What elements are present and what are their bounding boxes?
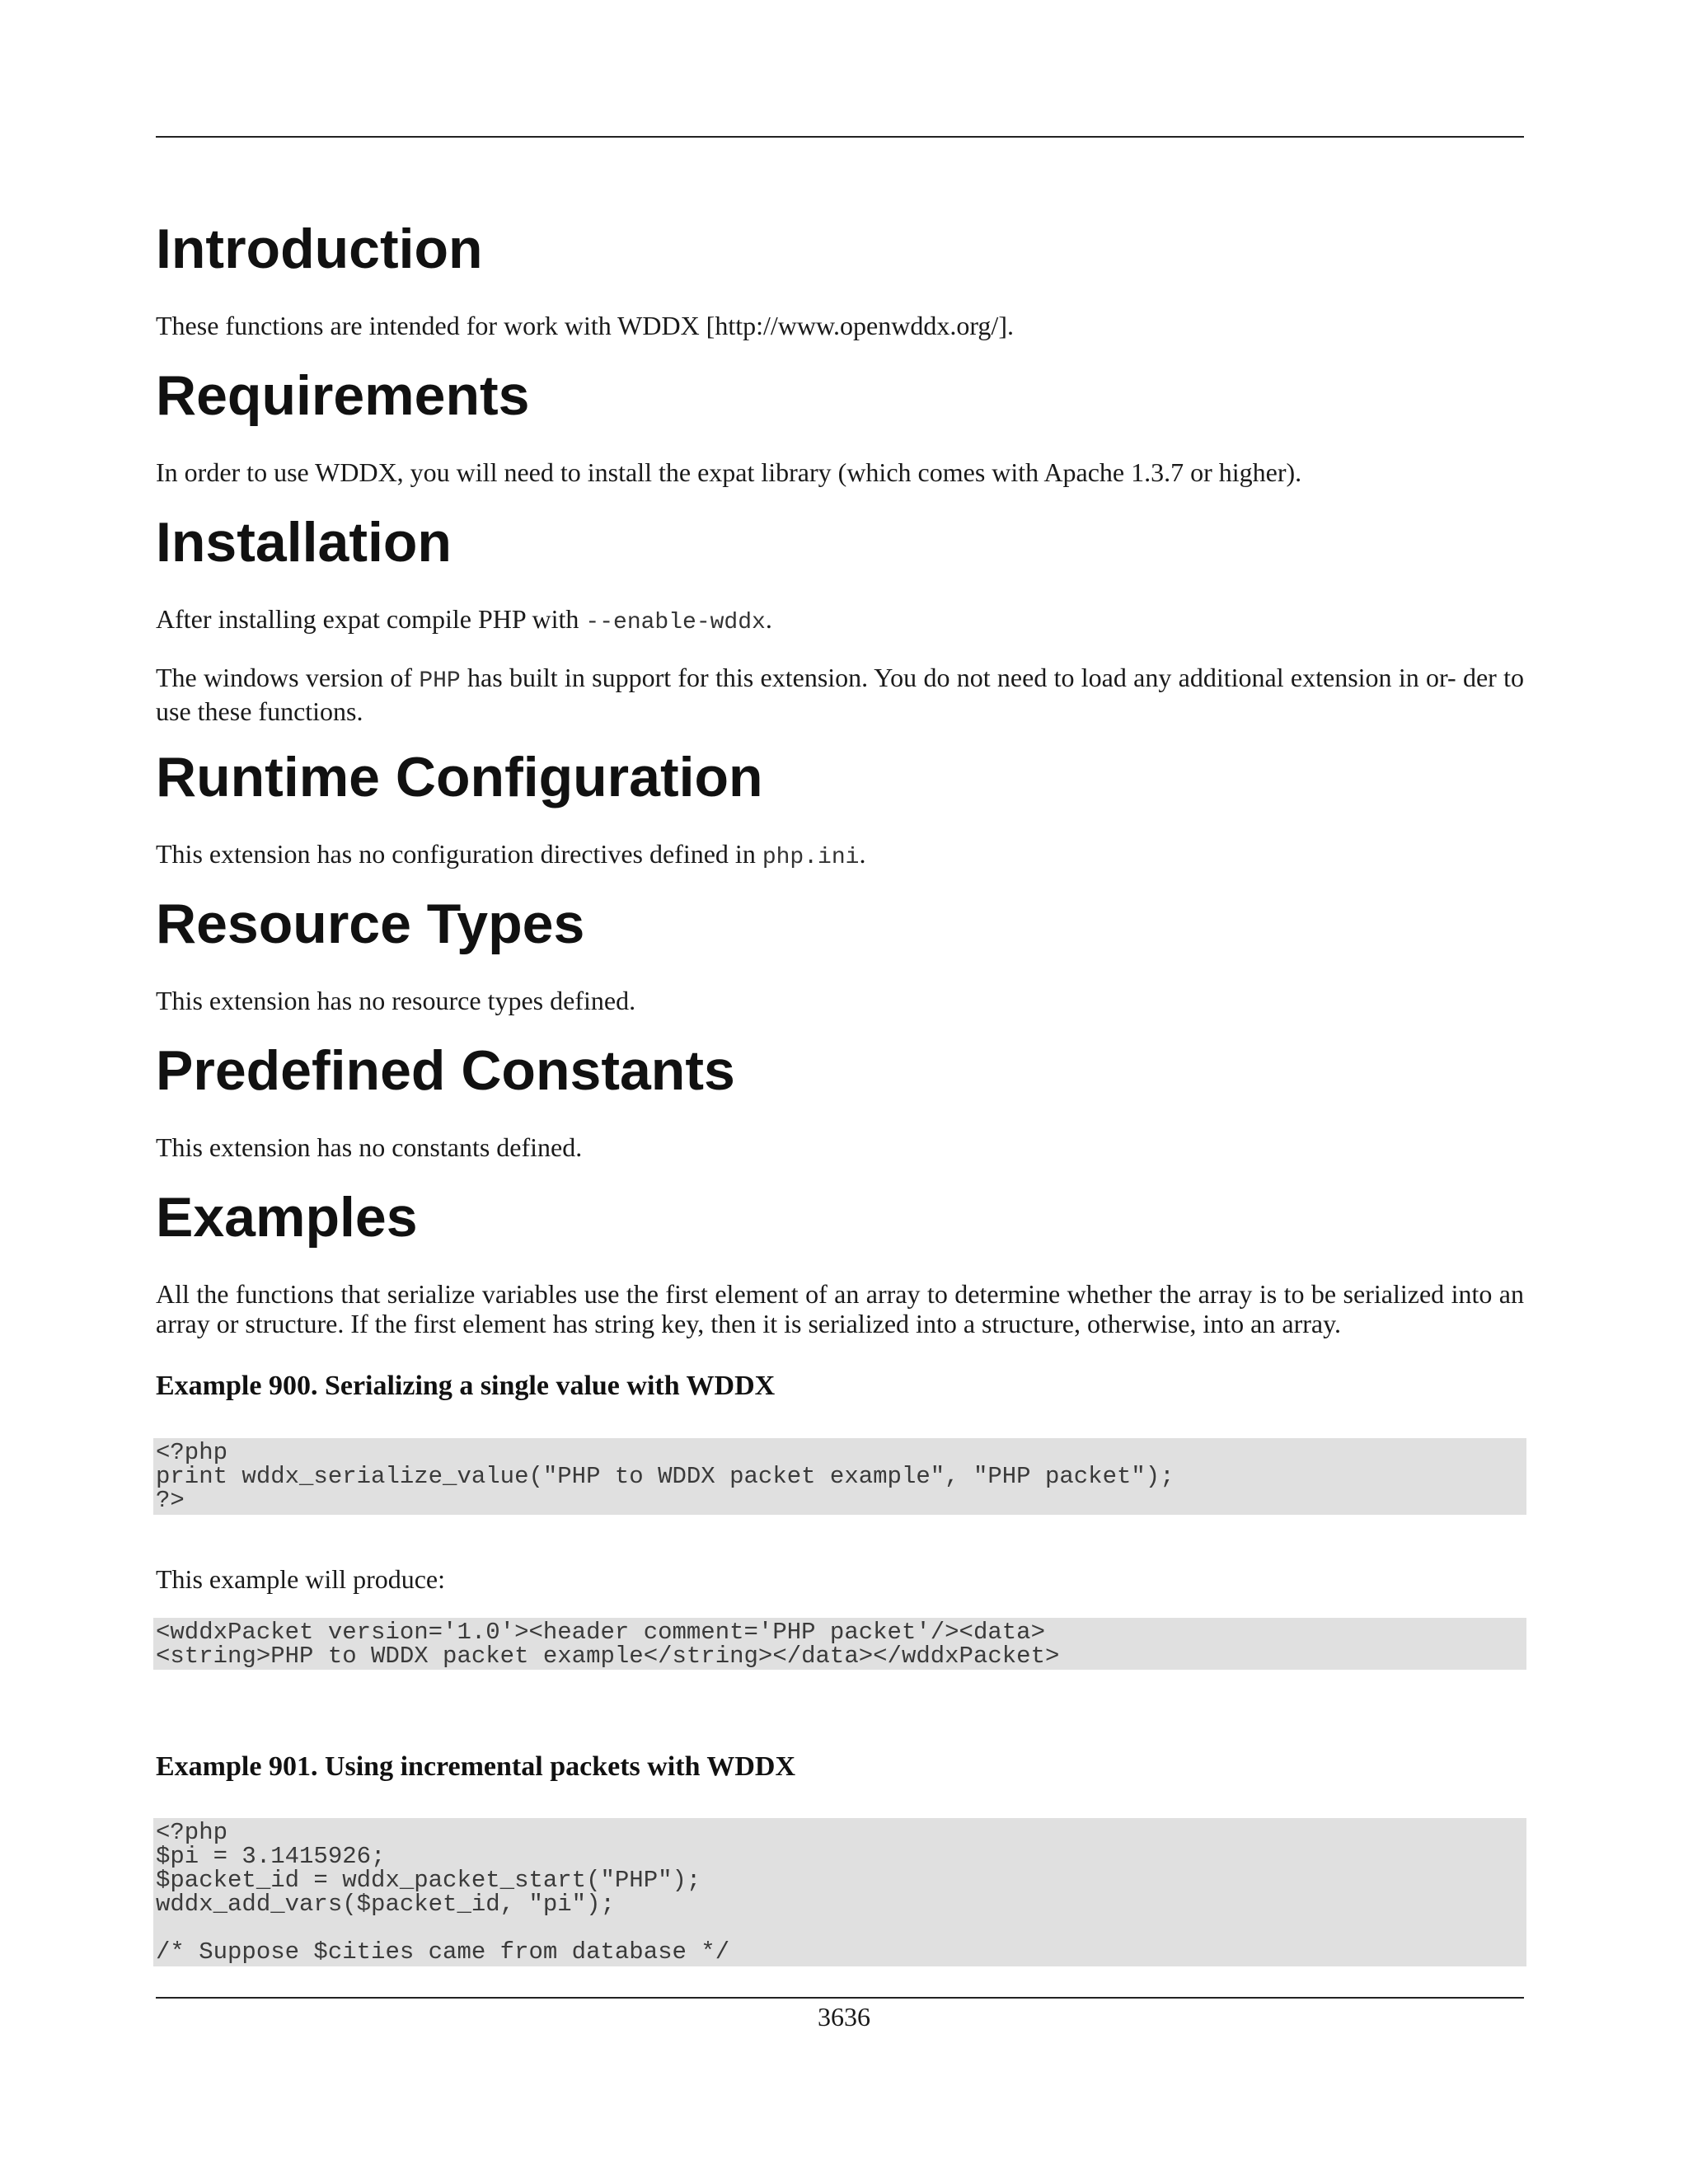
code-line: <?php xyxy=(156,1439,228,1466)
code-line: print wddx_serialize_value("PHP to WDDX packet example", "PHP packet"); xyxy=(156,1463,1175,1490)
example-900-produces-text: This example will produce: xyxy=(156,1564,446,1594)
heading-examples: Examples xyxy=(156,1186,418,1249)
configure-option-code: --enable-wddx xyxy=(585,610,766,635)
resource-types-text: This extension has no resource types defined. xyxy=(156,986,636,1015)
example-900-output-block xyxy=(153,1618,1526,1670)
requirements-text: In order to use WDDX, you will need to install the expat library (which comes with Apache 1.3.7 or higher). xyxy=(156,457,1302,487)
code-line: wddx_add_vars($packet_id, "pi"); xyxy=(156,1891,615,1918)
heading-predefined-constants: Predefined Constants xyxy=(156,1039,735,1102)
installation-text-2 xyxy=(156,663,1524,726)
code-line: ?> xyxy=(156,1487,185,1514)
output-line: <wddxPacket version='1.0'><header comment='PHP packet'/><data> xyxy=(156,1619,1045,1646)
heading-requirements: Requirements xyxy=(156,364,530,427)
example-900-title: Example 900. Serializing a single value with WDDX xyxy=(156,1371,776,1401)
example-900-code-block xyxy=(153,1438,1526,1515)
php-ini-code: php.ini xyxy=(762,845,860,870)
output-line: <string>PHP to WDDX packet example</string></data></wddxPacket> xyxy=(156,1643,1060,1670)
footer-rule xyxy=(156,1997,1524,1999)
runtime-configuration-text-after: . xyxy=(859,839,866,869)
code-line: /* Suppose $cities came from database */ xyxy=(156,1938,730,1966)
installation-text-1-before: After installing expat compile PHP with xyxy=(156,604,586,634)
code-line xyxy=(156,1916,1524,1940)
heading-resource-types: Resource Types xyxy=(156,893,585,955)
heading-runtime-configuration: Runtime Configuration xyxy=(156,746,763,808)
introduction-text: These functions are intended for work with WDDX [http://www.openwddx.org/]. xyxy=(156,311,1014,340)
code-line: <?php xyxy=(156,1819,228,1846)
example-901-title: Example 901. Using incremental packets with WDDX xyxy=(156,1751,796,1782)
runtime-configuration-text-before: This extension has no configuration directives defined in xyxy=(156,839,762,869)
installation-text-2-before: The windows version of xyxy=(156,663,420,692)
examples-text: All the functions that serialize variables use the first element of an array to determine whether the array is to be serialized into an array or structure. If the first element has string key, then it is serialized into a structure, otherwise, into an array. xyxy=(156,1279,1524,1338)
runtime-configuration-text xyxy=(156,839,1524,873)
header-rule xyxy=(156,136,1524,138)
heading-introduction: Introduction xyxy=(156,218,483,280)
code-line: $packet_id = wddx_packet_start("PHP"); xyxy=(156,1867,701,1894)
php-code: PHP xyxy=(419,668,461,694)
code-line: $pi = 3.1415926; xyxy=(156,1843,386,1870)
page-number: 3636 xyxy=(818,2002,870,2032)
example-901-code-block xyxy=(153,1818,1526,1966)
installation-text-2-after: has built in support for this extension. You do not need to load any additional extension in or- der to use these functions. xyxy=(156,663,1525,726)
installation-text-1-after: . xyxy=(765,604,772,634)
heading-installation: Installation xyxy=(156,511,452,574)
installation-text-1 xyxy=(156,604,1524,638)
predefined-constants-text: This extension has no constants defined. xyxy=(156,1132,583,1162)
